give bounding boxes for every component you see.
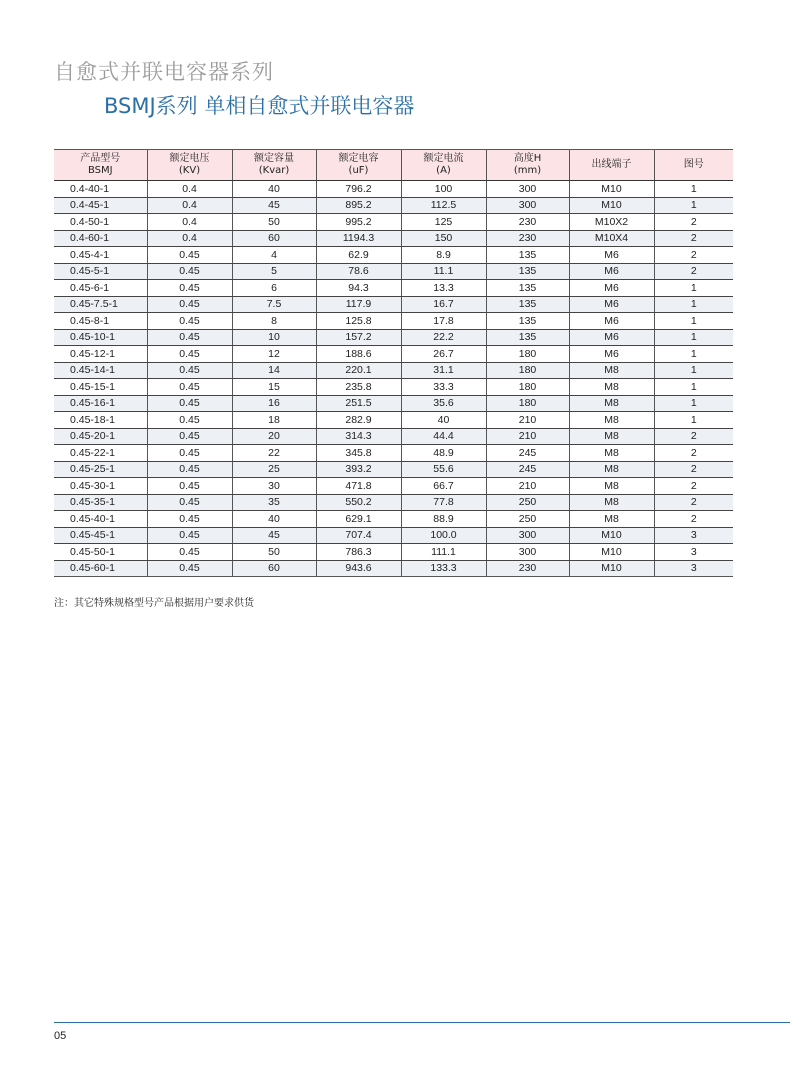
table-cell: 135 xyxy=(486,296,569,313)
table-cell: 60 xyxy=(232,230,316,247)
table-row xyxy=(54,511,733,528)
table-cell: 125.8 xyxy=(316,313,401,330)
table-cell: 0.45 xyxy=(147,280,232,297)
table-cell: 112.5 xyxy=(401,197,486,214)
table-cell: 0.4-50-1 xyxy=(54,214,147,231)
table-body xyxy=(54,181,733,577)
table-row xyxy=(54,346,733,363)
table-cell: 0.45-35-1 xyxy=(54,494,147,511)
table-cell: 0.45-20-1 xyxy=(54,428,147,445)
table-cell: M10X4 xyxy=(569,230,654,247)
table-cell: 0.4-45-1 xyxy=(54,197,147,214)
table-cell: 100 xyxy=(401,181,486,198)
table-cell: 25 xyxy=(232,461,316,478)
table-cell: 0.45 xyxy=(147,527,232,544)
table-cell: 3 xyxy=(654,560,733,577)
table-cell: M10 xyxy=(569,197,654,214)
table-cell: M6 xyxy=(569,313,654,330)
column-header-line2: BSMJ xyxy=(87,165,113,176)
product-title: BSMJ系列 单相自愈式并联电容器 xyxy=(104,94,415,118)
table-cell: M6 xyxy=(569,280,654,297)
table-cell: 300 xyxy=(486,527,569,544)
table-cell: M8 xyxy=(569,362,654,379)
table-cell: 135 xyxy=(486,247,569,264)
table-cell: 0.4 xyxy=(147,230,232,247)
table-cell: 33.3 xyxy=(401,379,486,396)
table-cell: 1 xyxy=(654,362,733,379)
table-cell: 111.1 xyxy=(401,544,486,561)
table-cell: 786.3 xyxy=(316,544,401,561)
table-cell: 11.1 xyxy=(401,263,486,280)
table-cell: 0.45 xyxy=(147,560,232,577)
table-cell: 0.45-10-1 xyxy=(54,329,147,346)
table-cell: 133.3 xyxy=(401,560,486,577)
table-cell: 0.45-15-1 xyxy=(54,379,147,396)
table-cell: 210 xyxy=(486,412,569,429)
table-row xyxy=(54,181,733,198)
table-cell: M8 xyxy=(569,412,654,429)
table-cell: 2 xyxy=(654,478,733,495)
table-cell: 48.9 xyxy=(401,445,486,462)
table-cell: 230 xyxy=(486,230,569,247)
table-cell: M8 xyxy=(569,395,654,412)
table-cell: 35.6 xyxy=(401,395,486,412)
table-cell: 250 xyxy=(486,511,569,528)
table-cell: 0.45-16-1 xyxy=(54,395,147,412)
table-cell: 135 xyxy=(486,263,569,280)
table-cell: 18 xyxy=(232,412,316,429)
table-cell: 0.45-6-1 xyxy=(54,280,147,297)
table-cell: 0.4 xyxy=(147,197,232,214)
table-cell: 250 xyxy=(486,494,569,511)
table-row xyxy=(54,412,733,429)
table-cell: M8 xyxy=(569,511,654,528)
column-header-line1: 额定容量 xyxy=(254,153,294,164)
table-cell: 0.45-40-1 xyxy=(54,511,147,528)
footer-rule xyxy=(54,1022,790,1023)
table-cell: 135 xyxy=(486,313,569,330)
table-cell: 0.45-30-1 xyxy=(54,478,147,495)
table-cell: 180 xyxy=(486,346,569,363)
table-cell: 20 xyxy=(232,428,316,445)
table-cell: M6 xyxy=(569,296,654,313)
table-cell: 707.4 xyxy=(316,527,401,544)
table-cell: 0.45 xyxy=(147,296,232,313)
table-cell: 0.45-12-1 xyxy=(54,346,147,363)
table-cell: M6 xyxy=(569,247,654,264)
table-cell: 2 xyxy=(654,214,733,231)
column-header-line2: (uF) xyxy=(348,165,369,176)
table-cell: M10 xyxy=(569,544,654,561)
table-row xyxy=(54,214,733,231)
table-cell: 1 xyxy=(654,197,733,214)
table-cell: 0.45 xyxy=(147,313,232,330)
column-header-line2: (A) xyxy=(436,165,451,176)
table-cell: 1 xyxy=(654,412,733,429)
table-cell: 135 xyxy=(486,329,569,346)
table-row xyxy=(54,230,733,247)
table-cell: 62.9 xyxy=(316,247,401,264)
column-header xyxy=(401,150,486,181)
table-cell: 2 xyxy=(654,511,733,528)
table-cell: M6 xyxy=(569,346,654,363)
table-cell: 0.45-45-1 xyxy=(54,527,147,544)
table-cell: M6 xyxy=(569,329,654,346)
table-cell: 125 xyxy=(401,214,486,231)
table-cell: 2 xyxy=(654,263,733,280)
table-header-row xyxy=(54,150,733,181)
table-cell: 220.1 xyxy=(316,362,401,379)
table-cell: 1194.3 xyxy=(316,230,401,247)
table-cell: 0.45 xyxy=(147,511,232,528)
column-header xyxy=(54,150,147,181)
table-cell: 1 xyxy=(654,329,733,346)
table-cell: M8 xyxy=(569,428,654,445)
table-cell: 0.45-18-1 xyxy=(54,412,147,429)
table-cell: 7.5 xyxy=(232,296,316,313)
table-cell: 0.45-14-1 xyxy=(54,362,147,379)
table-cell: 2 xyxy=(654,445,733,462)
column-header xyxy=(147,150,232,181)
table-cell: 230 xyxy=(486,214,569,231)
table-cell: M8 xyxy=(569,379,654,396)
column-header-line1: 额定电容 xyxy=(338,153,379,164)
column-header-line1: 图号 xyxy=(683,159,704,170)
table-cell: 14 xyxy=(232,362,316,379)
table-cell: 210 xyxy=(486,478,569,495)
table-cell: 0.45-7.5-1 xyxy=(54,296,147,313)
table-cell: 1 xyxy=(654,181,733,198)
table-cell: 50 xyxy=(232,544,316,561)
table-cell: 0.45-50-1 xyxy=(54,544,147,561)
table-cell: 0.45 xyxy=(147,494,232,511)
table-row xyxy=(54,395,733,412)
table-row xyxy=(54,329,733,346)
column-header-line1: 额定电压 xyxy=(169,153,210,164)
table-cell: 55.6 xyxy=(401,461,486,478)
table-cell: 995.2 xyxy=(316,214,401,231)
table-cell: 210 xyxy=(486,428,569,445)
table-cell: 471.8 xyxy=(316,478,401,495)
column-header-line1: 额定电流 xyxy=(423,153,464,164)
table-row xyxy=(54,280,733,297)
column-header xyxy=(232,150,316,181)
table-row xyxy=(54,197,733,214)
table-cell: 66.7 xyxy=(401,478,486,495)
series-title: 自愈式并联电容器系列 xyxy=(54,60,274,84)
table-row xyxy=(54,445,733,462)
table-cell: 40 xyxy=(401,412,486,429)
table-row xyxy=(54,478,733,495)
table-cell: M10 xyxy=(569,560,654,577)
column-header xyxy=(654,150,733,181)
table-cell: 314.3 xyxy=(316,428,401,445)
table-cell: 300 xyxy=(486,197,569,214)
table-cell: 0.45 xyxy=(147,247,232,264)
table-cell: 1 xyxy=(654,379,733,396)
table-cell: 1 xyxy=(654,280,733,297)
table-cell: 180 xyxy=(486,362,569,379)
table-cell: 0.45 xyxy=(147,263,232,280)
table-cell: M8 xyxy=(569,445,654,462)
page-number: 05 xyxy=(54,1030,67,1042)
column-header xyxy=(486,150,569,181)
table-cell: 100.0 xyxy=(401,527,486,544)
table-cell: 31.1 xyxy=(401,362,486,379)
table-cell: 2 xyxy=(654,461,733,478)
table-cell: 5 xyxy=(232,263,316,280)
table-cell: M10 xyxy=(569,181,654,198)
table-cell: 0.4 xyxy=(147,181,232,198)
table-cell: 0.4 xyxy=(147,214,232,231)
table-cell: 300 xyxy=(486,181,569,198)
table-cell: 1 xyxy=(654,313,733,330)
table-cell: 2 xyxy=(654,247,733,264)
table-row xyxy=(54,461,733,478)
table-cell: 17.8 xyxy=(401,313,486,330)
table-cell: 1 xyxy=(654,296,733,313)
table-row xyxy=(54,362,733,379)
table-cell: 0.4-40-1 xyxy=(54,181,147,198)
column-header-line2: (Kvar) xyxy=(258,165,290,176)
table-cell: 60 xyxy=(232,560,316,577)
table-cell: 895.2 xyxy=(316,197,401,214)
table-cell: 0.45-22-1 xyxy=(54,445,147,462)
table-cell: 2 xyxy=(654,494,733,511)
table-cell: 40 xyxy=(232,511,316,528)
table-cell: 8.9 xyxy=(401,247,486,264)
table-cell: 0.45 xyxy=(147,412,232,429)
table-cell: 1 xyxy=(654,395,733,412)
table-cell: 1 xyxy=(654,346,733,363)
table-cell: 2 xyxy=(654,230,733,247)
table-cell: 4 xyxy=(232,247,316,264)
column-header-line1: 产品型号 xyxy=(80,153,121,164)
table-cell: 0.45 xyxy=(147,478,232,495)
table-cell: 245 xyxy=(486,461,569,478)
table-row xyxy=(54,494,733,511)
column-header-line1: 高度H xyxy=(513,153,542,164)
table-cell: 16.7 xyxy=(401,296,486,313)
spec-table xyxy=(54,149,733,577)
footnote: 注：其它特殊规格型号产品根据用户要求供货 xyxy=(54,598,254,609)
table-cell: 0.45-4-1 xyxy=(54,247,147,264)
table-cell: M8 xyxy=(569,478,654,495)
table-cell: 251.5 xyxy=(316,395,401,412)
table-cell: 35 xyxy=(232,494,316,511)
column-header-line2: (mm) xyxy=(513,165,542,176)
table-cell: 45 xyxy=(232,197,316,214)
table-cell: 300 xyxy=(486,544,569,561)
table-row xyxy=(54,527,733,544)
table-cell: 2 xyxy=(654,428,733,445)
table-cell: 44.4 xyxy=(401,428,486,445)
table-cell: 8 xyxy=(232,313,316,330)
table-cell: 50 xyxy=(232,214,316,231)
table-cell: 45 xyxy=(232,527,316,544)
table-cell: 0.45 xyxy=(147,428,232,445)
table-cell: 0.45 xyxy=(147,379,232,396)
table-cell: 393.2 xyxy=(316,461,401,478)
table-row xyxy=(54,379,733,396)
table-cell: 235.8 xyxy=(316,379,401,396)
table-cell: 629.1 xyxy=(316,511,401,528)
table-cell: 282.9 xyxy=(316,412,401,429)
table-cell: 0.45 xyxy=(147,544,232,561)
table-cell: 117.9 xyxy=(316,296,401,313)
table-cell: 6 xyxy=(232,280,316,297)
table-row xyxy=(54,313,733,330)
table-cell: 0.45-5-1 xyxy=(54,263,147,280)
table-cell: 0.45 xyxy=(147,445,232,462)
table-cell: 77.8 xyxy=(401,494,486,511)
table-cell: 40 xyxy=(232,181,316,198)
table-cell: 0.4-60-1 xyxy=(54,230,147,247)
table-cell: 10 xyxy=(232,329,316,346)
table-cell: 3 xyxy=(654,527,733,544)
table-cell: 0.45 xyxy=(147,461,232,478)
table-cell: 13.3 xyxy=(401,280,486,297)
table-row xyxy=(54,263,733,280)
table-row xyxy=(54,428,733,445)
table-cell: 12 xyxy=(232,346,316,363)
column-header-line2: (KV) xyxy=(178,165,201,176)
table-cell: 15 xyxy=(232,379,316,396)
table-cell: 78.6 xyxy=(316,263,401,280)
column-header xyxy=(569,150,654,181)
table-cell: 94.3 xyxy=(316,280,401,297)
table-cell: 0.45-25-1 xyxy=(54,461,147,478)
table-cell: 0.45-60-1 xyxy=(54,560,147,577)
table-cell: 180 xyxy=(486,395,569,412)
table-cell: 0.45 xyxy=(147,395,232,412)
table-cell: M8 xyxy=(569,494,654,511)
table-cell: 0.45 xyxy=(147,362,232,379)
table-cell: M8 xyxy=(569,461,654,478)
table-cell: 16 xyxy=(232,395,316,412)
table-cell: 180 xyxy=(486,379,569,396)
column-header-line1: 出线端子 xyxy=(591,159,632,170)
table-cell: 157.2 xyxy=(316,329,401,346)
table-cell: 22 xyxy=(232,445,316,462)
table-cell: M10 xyxy=(569,527,654,544)
table-cell: 135 xyxy=(486,280,569,297)
table-row xyxy=(54,247,733,264)
table-cell: M6 xyxy=(569,263,654,280)
table-cell: 0.45 xyxy=(147,329,232,346)
table-cell: 943.6 xyxy=(316,560,401,577)
table-cell: 22.2 xyxy=(401,329,486,346)
table-cell: 230 xyxy=(486,560,569,577)
table-cell: 3 xyxy=(654,544,733,561)
table-cell: 88.9 xyxy=(401,511,486,528)
table-cell: 796.2 xyxy=(316,181,401,198)
table-cell: 26.7 xyxy=(401,346,486,363)
table-cell: 0.45 xyxy=(147,346,232,363)
table-cell: 150 xyxy=(401,230,486,247)
table-row xyxy=(54,560,733,577)
table-cell: 345.8 xyxy=(316,445,401,462)
table-row xyxy=(54,544,733,561)
table-cell: 30 xyxy=(232,478,316,495)
column-header xyxy=(316,150,401,181)
table-cell: 188.6 xyxy=(316,346,401,363)
table-cell: 0.45-8-1 xyxy=(54,313,147,330)
table-row xyxy=(54,296,733,313)
table-cell: 245 xyxy=(486,445,569,462)
table-cell: 550.2 xyxy=(316,494,401,511)
table-cell: M10X2 xyxy=(569,214,654,231)
